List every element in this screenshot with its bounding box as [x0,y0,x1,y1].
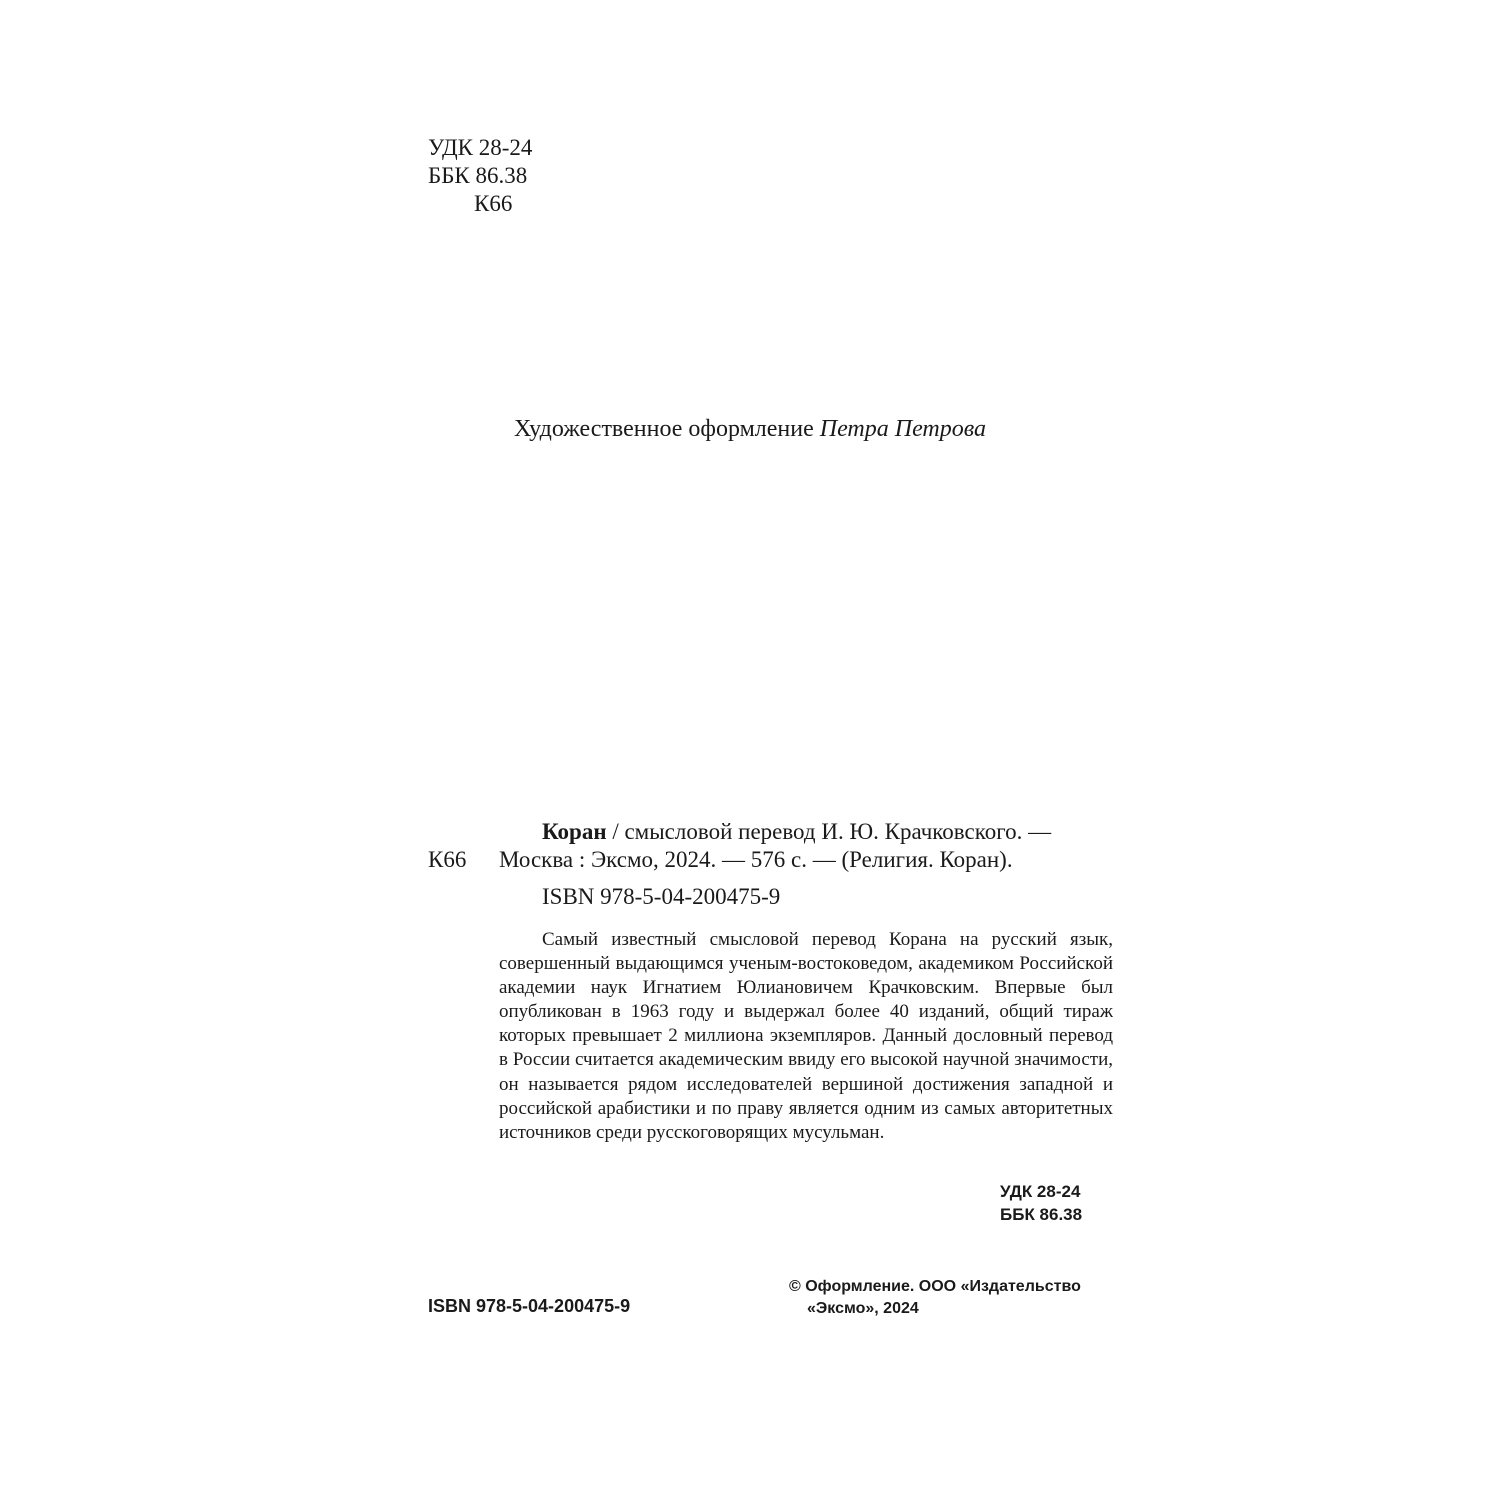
record-line-2: Москва : Эксмо, 2024. — 576 с. — (Религия. Коран). [499,847,1013,872]
art-design-credit [0,414,1500,444]
bibliographic-record [499,818,1113,911]
classification-bold-block [1000,1180,1108,1226]
author-sign: К66 [474,191,513,216]
udk-code-bold: УДК 28-24 [1000,1182,1081,1201]
copyright-line-1: © Оформление. ООО «Издательство [789,1278,1081,1295]
footer-isbn: ISBN 978-5-04-200475-9 [428,1296,631,1316]
copyright-line-2: «Эксмо», 2024 [807,1300,919,1317]
bbk-code: ББК 86.38 [428,163,528,188]
record-title: Коран [542,819,607,844]
art-design-artist: Петра Петрова [819,416,987,442]
record-author-sign: К66 [428,847,467,872]
annotation-paragraph: Самый известный смысловой перевод Корана на русский язык, совершенный выдающимся ученым-востоковедом, академиком Российской академии наук Игнатием Юлиановичем Крачковским. Впервые был опубликован в 1963 году и выдержал более 40 изданий, общий тираж которых превышает 2 миллиона экземпляров. Данный дословный перевод в России считается академическим ввиду его высокой научной значимости, он называется рядом исследователей вершиной достижения западной и российской арабистики и по праву является одним из самых авторитетных источников среди русскоговорящих мусульман. [499,929,1113,1143]
record-responsibility: / смысловой перевод И. Ю. Крачковского. — [606,819,1052,844]
bbk-code-bold: ББК 86.38 [1000,1205,1083,1224]
art-design-label: Художественное оформление [513,416,814,442]
udk-code: УДК 28-24 [428,135,533,160]
classification-block [428,134,532,218]
record-isbn: ISBN 978-5-04-200475-9 [542,884,781,909]
copyright-notice [789,1276,1081,1320]
record-line-1 [499,818,1113,846]
